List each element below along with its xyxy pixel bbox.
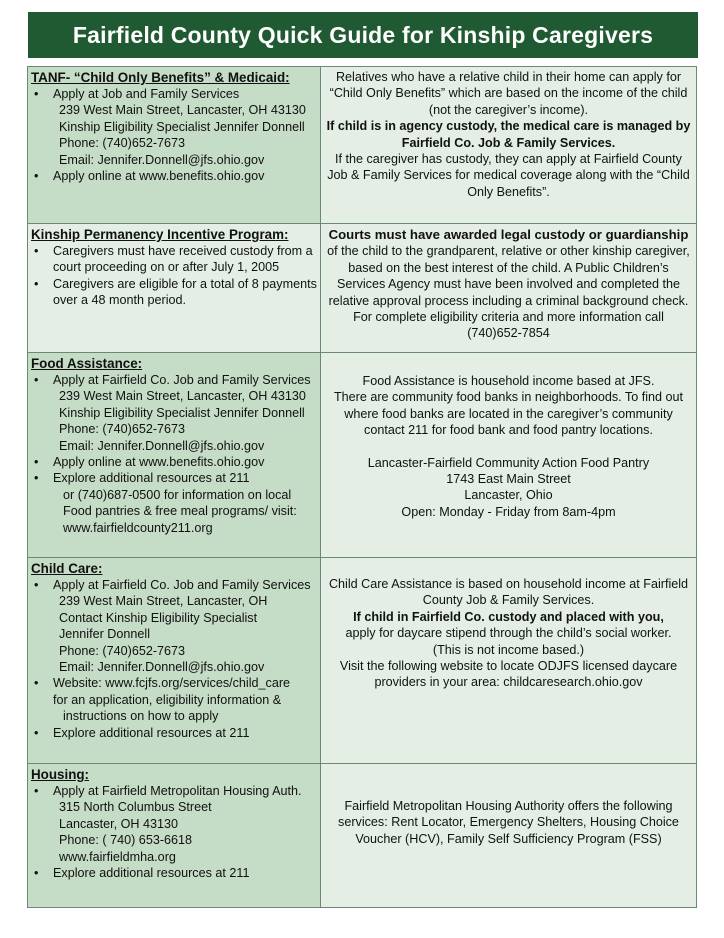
text-line: Lancaster, Ohio (464, 488, 553, 503)
section-housing (28, 764, 696, 907)
housing-right (321, 764, 696, 907)
section-kinship (28, 224, 696, 353)
tanf-left (28, 67, 321, 223)
list-item: • Explore additional resources at 211 (31, 725, 317, 741)
list-item: • Explore additional resources at 211 or (740)687-0500 for information on local Food pantries & free meal programs/ visit: www.fairfieldcounty211.org (31, 470, 317, 536)
list-item: • Apply at Fairfield Co. Job and Family Services 239 West Main Street, Lancaster, OH 43130 Kinship Eligibility Specialist Jennifer Donnell Phone: (740)652-7673 Email: Jennifer.Donnell@jfs.ohio.gov (31, 372, 317, 454)
text-block: There are community food banks in neighborhoods. To find out where food banks are located in the caregiver’s community contact 211 for food bank and food pantry locations. (333, 390, 684, 438)
housing-left (28, 764, 321, 907)
text-block: Fairfield Metropolitan Housing Authority offers the following services: Rent Locator, Emergency Shelters, Housing Choice Voucher (HCV), Family Self Sufficiency Program (FSS) (338, 799, 679, 846)
kinship-right (321, 224, 696, 352)
text-block: Child Care Assistance is based on household income at Fairfield County Job & Family Services. (328, 577, 689, 608)
text-line: 1743 East Main Street (446, 472, 571, 487)
childcare-right (321, 558, 696, 763)
kinship-left (28, 224, 321, 352)
text-line: apply for daycare stipend through the child’s social worker. (345, 626, 672, 641)
section-childcare (28, 558, 696, 764)
text-block: If the caregiver has custody, they can apply at Fairfield County Job & Family Services for medical coverage along with the “Child Only Benefits”. (327, 152, 690, 199)
list-item: • Website: www.fcjfs.org/services/child_care for an application, eligibility information & instructions on how to apply (31, 675, 317, 724)
list-item: • Apply at Fairfield Co. Job and Family Services 239 West Main Street, Lancaster, OH Contact Kinship Eligibility Specialist Jennifer Donnell Phone: (740)652-7673 Email: Jennifer.Donnell@jfs.ohio.gov (31, 577, 317, 675)
section-heading: Food Assistance: (31, 356, 143, 371)
text-line: (This is not income based.) (432, 642, 585, 657)
section-heading: Child Care: (31, 561, 103, 576)
list-item: • Apply at Fairfield Metropolitan Housing Auth. 315 North Columbus Street Lancaster, OH 43130 Phone: ( 740) 653-6618 www.fairfieldmha.org (31, 783, 317, 865)
food-right (321, 353, 696, 557)
page-title: Fairfield County Quick Guide for Kinship Caregivers (72, 21, 654, 48)
list-item: • Explore additional resources at 211 (31, 865, 317, 881)
list-item: • Apply at Job and Family Services 239 West Main Street, Lancaster, OH 43130 Kinship Eligibility Specialist Jennifer Donnell Phone: (740)652-7673 Email: Jennifer.Donnell@jfs.ohio.gov (31, 86, 317, 168)
childcare-left (28, 558, 321, 763)
text-line: Lancaster-Fairfield Community Action Food Pantry (367, 455, 650, 470)
text-block-bold: If child in Fairfield Co. custody and placed with you, (353, 609, 664, 624)
section-food (28, 353, 696, 558)
list-item: • Apply online at www.benefits.ohio.gov (31, 454, 317, 470)
food-left (28, 353, 321, 557)
guide-table (27, 66, 697, 908)
text-block: Courts must have awarded legal custody or guardianship of the child to the grandparent, relative or other kinship caregiver, based on the best interest of the child. A Public Children’s Services Agency must have been involved and completed the relative approval process including a criminal background check. For complete eligibility criteria and more information call (740)652-7854 (327, 227, 690, 341)
list-item: • Caregivers must have received custody from a court proceeding on or after July 1, 2005 (31, 243, 317, 276)
title-banner (28, 12, 698, 58)
text-block: Relatives who have a relative child in their home can apply for “Child Only Benefits” which are based on the income of the child (not the caregiver’s income). (329, 70, 688, 117)
text-block: Visit the following website to locate ODJFS licensed daycare providers in your area: childcaresearch.ohio.gov (339, 659, 678, 690)
text-line: Open: Monday - Friday from 8am-4pm (401, 504, 616, 519)
section-tanf (28, 67, 696, 224)
text-block-bold: If child is in agency custody, the medical care is managed by Fairfield Co. Job & Family Services. (326, 119, 691, 150)
section-heading: Kinship Permanency Incentive Program: (31, 227, 289, 242)
tanf-right (321, 67, 696, 223)
list-item: • Caregivers are eligible for a total of 8 payments over a 48 month period. (31, 276, 317, 309)
section-heading: TANF- “Child Only Benefits” & Medicaid: (31, 70, 290, 85)
list-item: • Apply online at www.benefits.ohio.gov (31, 168, 317, 184)
section-heading: Housing: (31, 767, 90, 782)
text-block: Food Assistance is household income based at JFS. (362, 374, 655, 388)
